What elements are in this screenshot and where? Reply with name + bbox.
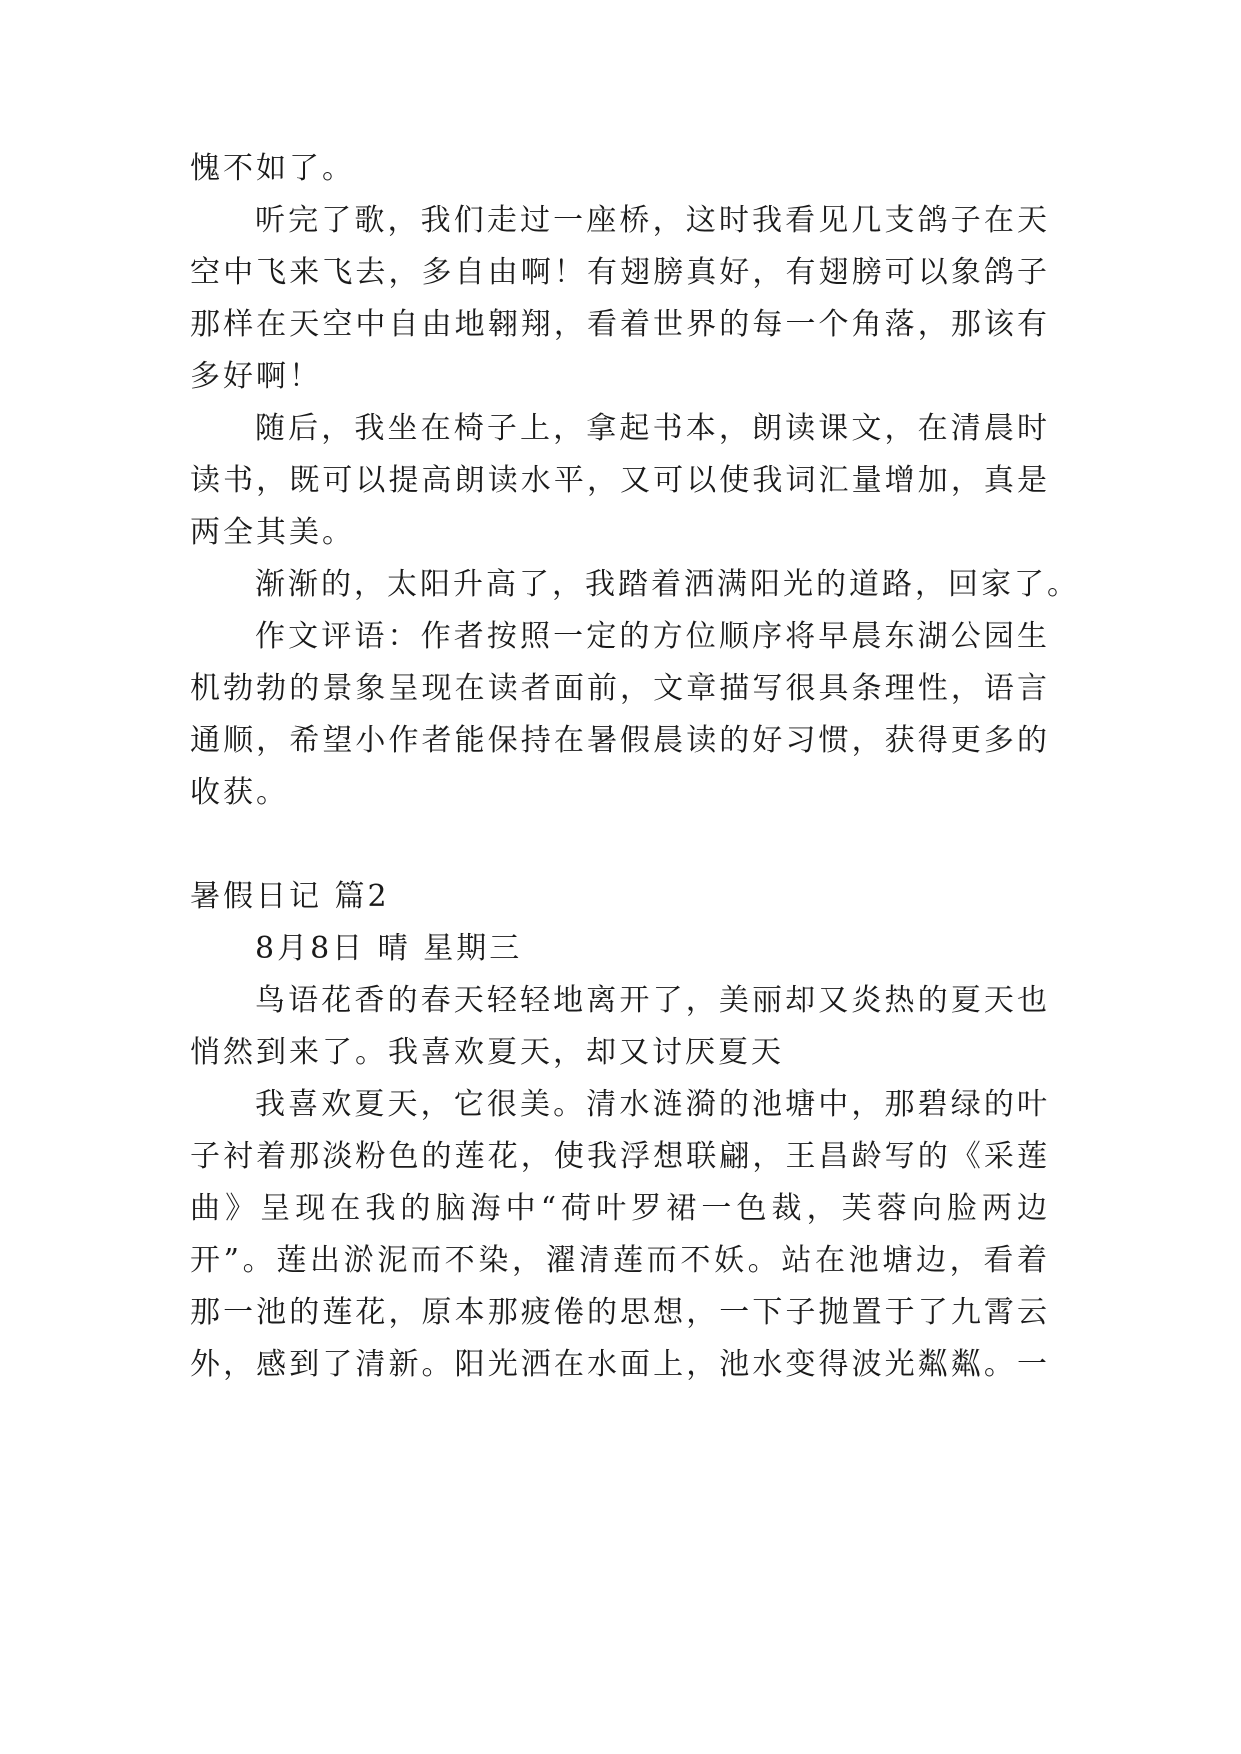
text-line: 机勃勃的景象呈现在读者面前，文章描写很具条理性，语言	[190, 671, 1050, 706]
text-line: 听完了歌，我们走过一座桥，这时我看见几支鸽子在天	[255, 203, 1050, 238]
diary-date-line: 8月8日 晴 星期三	[255, 931, 523, 966]
text-line: 渐渐的，太阳升高了，我踏着洒满阳光的道路，回家了。	[255, 567, 1080, 602]
text-line: 作文评语：作者按照一定的方位顺序将早晨东湖公园生	[255, 619, 1050, 654]
text-line: 通顺，希望小作者能保持在暑假晨读的好习惯，获得更多的	[190, 723, 1050, 758]
text-line: 读书，既可以提高朗读水平，又可以使我词汇量增加，真是	[190, 463, 1050, 498]
text-line: 悄然到来了。我喜欢夏天，却又讨厌夏天	[190, 1035, 784, 1070]
text-line: 两全其美。	[190, 515, 355, 550]
text-line: 空中飞来飞去，多自由啊！有翅膀真好，有翅膀可以象鸽子	[190, 255, 1050, 290]
text-line: 那样在天空中自由地翱翔，看着世界的每一个角落，那该有	[190, 307, 1050, 342]
text-line: 鸟语花香的春天轻轻地离开了，美丽却又炎热的夏天也	[255, 983, 1050, 1018]
text-line: 收获。	[190, 775, 289, 810]
section-heading: 暑假日记 篇2	[190, 879, 390, 914]
text-line: 多好啊！	[190, 359, 322, 394]
text-line: 那一池的莲花，原本那疲倦的思想，一下子抛置于了九霄云	[190, 1295, 1050, 1330]
text-line: 开”。莲出淤泥而不染，濯清莲而不妖。站在池塘边，看着	[190, 1243, 1050, 1278]
text-line: 外，感到了清新。阳光洒在水面上，池水变得波光粼粼。一	[190, 1347, 1050, 1382]
text-line: 我喜欢夏天，它很美。清水涟漪的池塘中，那碧绿的叶	[255, 1087, 1050, 1122]
text-line: 随后，我坐在椅子上，拿起书本，朗读课文，在清晨时	[255, 411, 1050, 446]
text-line: 子衬着那淡粉色的莲花，使我浮想联翩，王昌龄写的《采莲	[190, 1139, 1050, 1174]
text-line: 愧不如了。	[190, 151, 355, 186]
text-line: 曲》呈现在我的脑海中“荷叶罗裙一色裁，芙蓉向脸两边	[190, 1191, 1050, 1226]
